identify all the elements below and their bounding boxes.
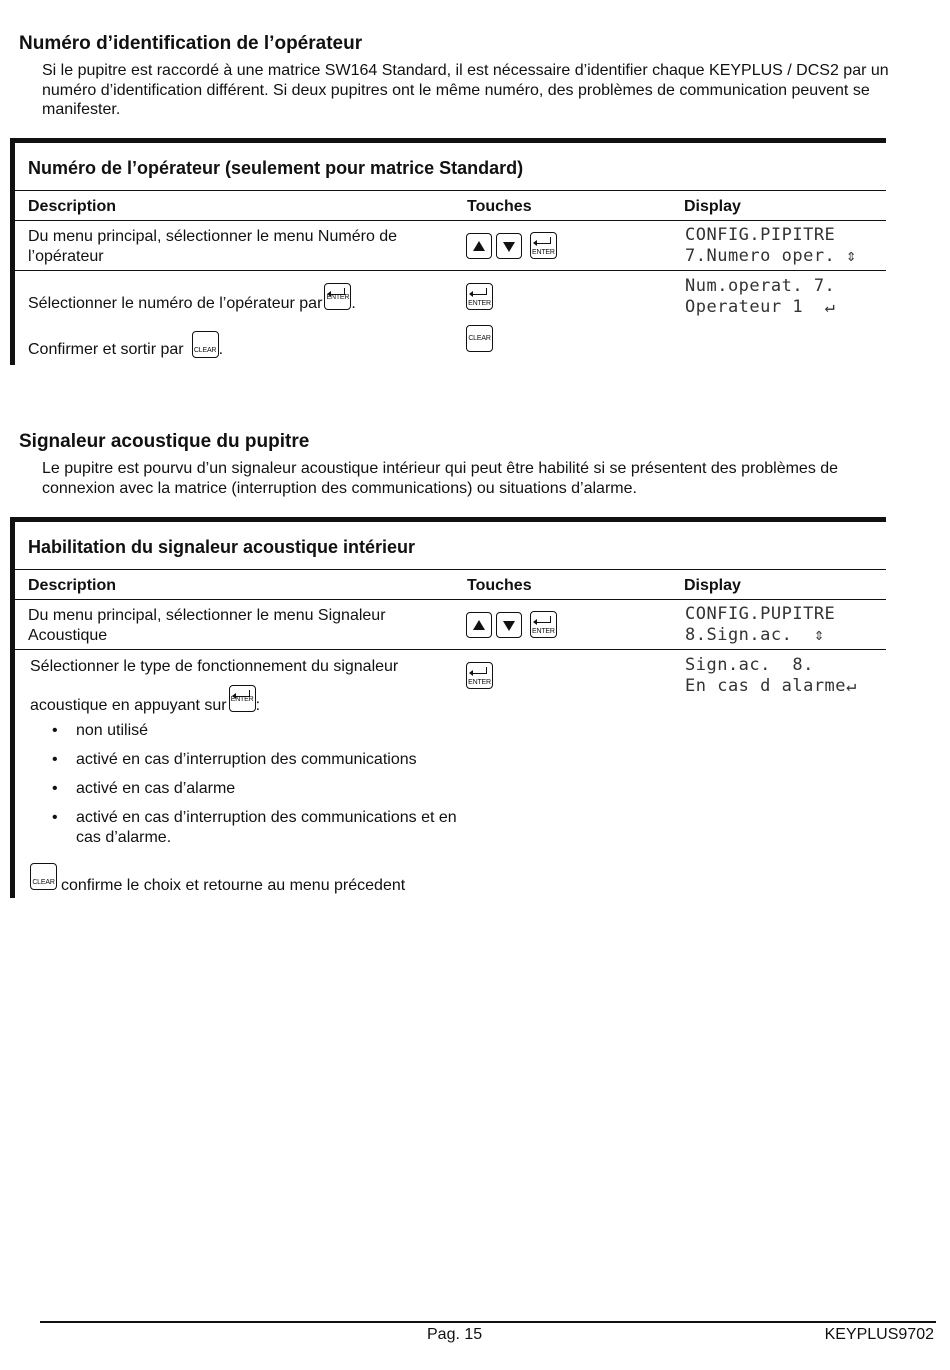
row-footer-text: confirme le choix et retourne au menu précedent [61,877,406,894]
enter-key-icon: ENTER [466,662,493,689]
operator-number-table [10,138,886,365]
row-description-text: Confirmer et sortir par [28,341,184,358]
row-keys [466,232,557,259]
section-heading-buzzer: Signaleur acoustique du pupitre [19,431,310,452]
section-paragraph-buzzer: Le pupitre est pourvu d’un signaleur acoustique intérieur qui peut être habilité si se présentent des problèmes de connexion avec la matrice (interruption des communications) ou situations d’alarme. [42,460,839,497]
lcd-display: Sign.ac. 8. En cas d alarme↵ [685,655,857,696]
enter-key-icon: ENTER [324,283,351,310]
divider [15,190,886,191]
table-left-bar [10,143,15,365]
clear-key-icon: CLEAR [30,863,57,890]
row-keys [466,611,557,638]
enter-key-icon: ENTER [530,232,557,259]
buzzer-table [10,517,886,898]
row-description-suffix: . [351,295,356,312]
row-description-line: Sélectionner le type de fonctionnement du signaleur [30,658,399,675]
row-keys [466,283,493,310]
row-description [28,331,223,360]
up-arrow-key-icon [466,612,492,638]
page-number: Pag. 15 [427,1326,483,1343]
enter-key-icon: ENTER [530,611,557,638]
lcd-display: CONFIG.PIPITRE 7.Numero oper. ⇕ [685,225,857,266]
row-keys [466,662,493,689]
footer-rule [40,1321,936,1323]
list-item: • activé en cas d’interruption des communications et en cas d’alarme. [40,808,470,847]
column-header-description: Description [28,198,117,215]
divider [15,599,886,600]
column-header-description: Description [28,577,117,594]
divider [15,220,886,221]
divider [15,569,886,570]
enter-key-icon: ENTER [229,685,256,712]
table-left-bar [10,522,15,898]
clear-key-icon: CLEAR [466,325,493,352]
row-description: Du menu principal, sélectionner le menu Numéro de l’opérateur [28,228,398,265]
column-header-display: Display [684,577,741,594]
section-heading-operator-id: Numéro d’identification de l’opérateur [19,33,363,54]
enter-key-icon: ENTER [466,283,493,310]
list-item: • activé en cas d’interruption des communications [40,750,470,770]
down-arrow-key-icon [496,612,522,638]
table-title: Numéro de l’opérateur (seulement pour matrice Standard) [28,158,524,178]
document-code: KEYPLUS9702 [824,1326,934,1343]
table-title: Habilitation du signaleur acoustique intérieur [28,537,416,557]
section-paragraph-operator-id: Si le pupitre est raccordé à une matrice SW164 Standard, il est nécessaire d’identifier chaque KEYPLUS / DCS2 par un numéro d’identification différent. Si deux pupitres ont le même numéro, des problèmes de communication peuvent se manifester. [42,62,889,118]
row-keys [466,325,493,352]
row-description: Du menu principal, sélectionner le menu Signaleur Acoustique [28,607,386,644]
row-description-suffix: : [255,697,261,714]
row-footer [30,863,405,896]
column-header-keys: Touches [467,198,532,215]
divider [15,649,886,650]
row-description-text: Sélectionner le numéro de l’opérateur par [28,295,323,312]
column-header-keys: Touches [467,577,532,594]
list-item: • activé en cas d’alarme [40,779,470,799]
option-list [40,721,470,847]
list-item: • non utilisé [40,721,470,741]
row-description-text: acoustique en appuyant sur [30,697,227,714]
clear-key-icon: CLEAR [192,331,219,358]
row-description [28,283,356,314]
up-arrow-key-icon [466,233,492,259]
down-arrow-key-icon [496,233,522,259]
column-header-display: Display [684,198,741,215]
lcd-display: CONFIG.PUPITRE 8.Sign.ac. ⇕ [685,604,836,645]
row-description-suffix: . [218,341,224,358]
row-description-line [30,685,260,716]
lcd-display: Num.operat. 7. Operateur 1 ↵ [685,276,836,317]
divider [15,270,886,271]
